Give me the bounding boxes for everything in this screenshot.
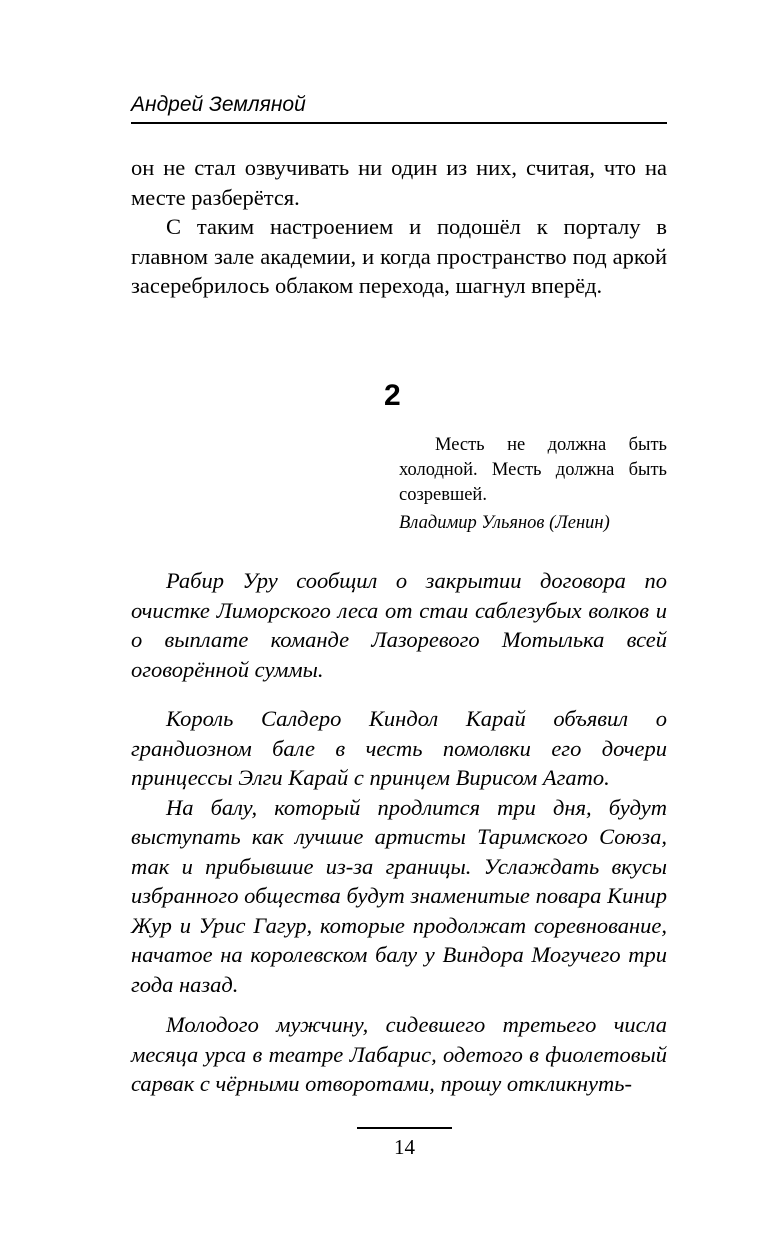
announcement-paragraph: На балу, который продлится три дня, будут выступать как лучшие артисты Таримского Союза, так и прибывшие из-за границы. Услаждать вкусы избранного общества будут знаменитые повара Кинир Жур и Урис Гагур, которые продолжат соревнование, начатое на королевском балу у Виндора Могучего три года назад. [131,794,667,997]
running-header-author: Андрей Земляной [131,93,306,116]
announcement-paragraph: Король Салдеро Киндол Карай объявил о грандиозном бале в честь помолвки его дочери принцессы Элги Карай с принцем Вирисом Агато. [131,706,667,790]
announcement-block [131,704,667,999]
body-text [131,153,667,301]
footer-rule [357,1127,452,1129]
body-paragraph: С таким настроением и подошёл к порталу в главном зале академии, и когда пространство под аркой засеребрилось облаком перехода, шагнул вперёд. [131,214,667,298]
epigraph [399,433,667,536]
announcement-paragraph: Молодого мужчину, сидевшего третьего числа месяца урса в театре Лабарис, одетого в фиолетовый сарвак с чёрными отворотами, прошу откликнуть- [131,1012,667,1096]
header-rule [131,122,667,124]
chapter-number: 2 [384,379,401,412]
announcement-block [131,1010,667,1099]
announcement-paragraph: Рабир Уру сообщил о закрытии договора по очистке Лиморского леса от стаи саблезубых волков и о выплате команде Лазоревого Мотылька всей оговорённой суммы. [131,568,667,682]
epigraph-text: Месть не должна быть холодной. Месть должна быть созревшей. [399,435,667,505]
page-number: 14 [394,1135,415,1159]
epigraph-author: Владимир Ульянов (Ленин) [399,513,610,533]
body-paragraph: он не стал озвучивать ни один из них, считая, что на месте разберётся. [131,155,667,210]
announcement-block [131,566,667,684]
